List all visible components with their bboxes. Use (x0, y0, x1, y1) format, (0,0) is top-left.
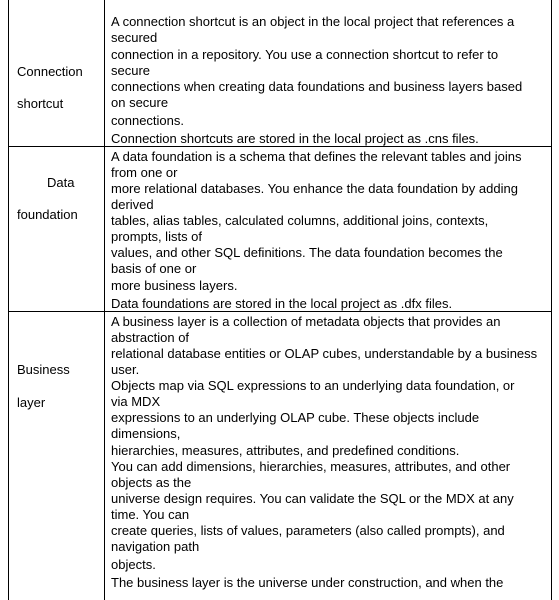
column-divider (551, 312, 552, 600)
description-line: from one or (111, 165, 178, 180)
description-line: values, and other SQL definitions. The data foundation becomes the (111, 245, 503, 260)
table-row (8, 312, 552, 600)
term-text: Connection (17, 64, 83, 79)
description-line: more business layers. (111, 278, 238, 293)
description-line: connections when creating data foundations and business layers based (111, 79, 523, 94)
description-line: connection in a repository. You use a connection shortcut to refer to (111, 47, 499, 62)
description-line: objects as the (111, 475, 192, 490)
definitions-table (8, 0, 552, 600)
description-line: relational database entities or OLAP cubes, understandable by a business (111, 346, 538, 361)
description-line: objects. (111, 557, 156, 572)
description-line: tables, alias tables, calculated columns, additional joins, contexts, (111, 213, 489, 228)
description-line: You can add dimensions, hierarchies, measures, attributes, and other (111, 459, 511, 474)
description-line: more relational databases. You enhance the data foundation by adding (111, 181, 518, 196)
column-divider (551, 147, 552, 311)
description-line: universe design requires. You can validate the SQL or the MDX at any (111, 491, 514, 506)
description-line: via MDX (111, 394, 161, 409)
description-line: navigation path (111, 539, 200, 554)
table-row (8, 147, 552, 312)
description-line: A business layer is a collection of metadata objects that provides an (111, 314, 501, 329)
description-line: A connection shortcut is an object in the local project that references a (111, 14, 515, 29)
description-line: expressions to an underlying OLAP cube. These objects include (111, 410, 480, 425)
description-line: abstraction of (111, 330, 190, 345)
description-line: Connection shortcuts are stored in the local project as .cns files. (111, 131, 479, 146)
description-line: The business layer is the universe under construction, and when the (111, 575, 504, 590)
term-cell (9, 147, 103, 311)
column-divider (104, 312, 105, 600)
description-line: on secure (111, 95, 169, 110)
description-line: dimensions, (111, 426, 181, 441)
description-line: secured (111, 30, 158, 45)
description-line: time. You can (111, 507, 190, 522)
column-divider (104, 0, 105, 146)
table-row (8, 0, 552, 147)
description-line: basis of one or (111, 261, 197, 276)
term-text: Data (47, 175, 75, 190)
description-line: A data foundation is a schema that defines the relevant tables and joins (111, 149, 522, 164)
term-cell (9, 312, 103, 600)
description-line: hierarchies, measures, attributes, and predefined conditions. (111, 443, 460, 458)
description-line: connections. (111, 113, 184, 128)
description-line: secure (111, 63, 151, 78)
description-line: user. (111, 362, 140, 377)
term-text: layer (17, 395, 46, 410)
description-line: derived (111, 197, 154, 212)
term-text: shortcut (17, 96, 64, 111)
description-line: Data foundations are stored in the local project as .dfx files. (111, 296, 453, 311)
column-divider (551, 0, 552, 146)
description-line: create queries, lists of values, parameters (also called prompts), and (111, 523, 505, 538)
description-line: Objects map via SQL expressions to an underlying data foundation, or (111, 378, 515, 393)
description-line: prompts, lists of (111, 229, 203, 244)
term-text: foundation (17, 207, 78, 222)
column-divider (104, 147, 105, 311)
term-text: Business (17, 362, 70, 377)
term-cell (9, 0, 103, 146)
